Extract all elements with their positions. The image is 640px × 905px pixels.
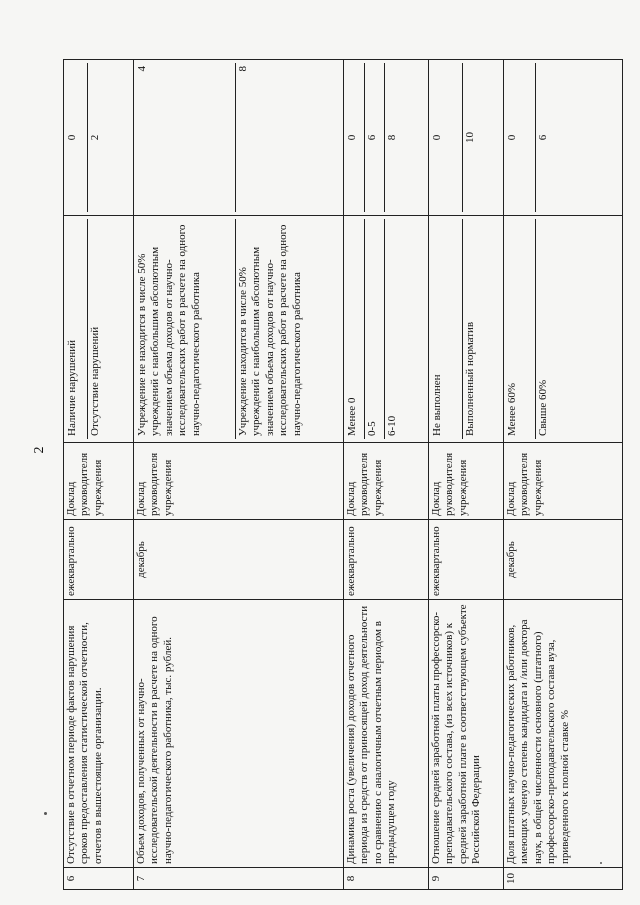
condition-item: Учреждение находится в числе 50% учреждений с наибольшим абсолютным значением объема доходов от научно-исследовательских работ в расчете на одного научно-педагогического работника [237, 224, 303, 436]
indicator-cell: Динамика роста (увеличения) доходов отчетного периода из средств от приносящей доход деятельности по сравнению с аналогичным отчетным периодом в предыдущем году [344, 600, 429, 868]
conditions-cell [504, 216, 623, 443]
condition-item: Отсутствие нарушений [89, 326, 101, 436]
condition-item: Учреждение не находится в числе 50% учреждений с наибольшим абсолютным значением объема доходов от научно-исследовательских работ в расчете на одного научно-педагогического работника [135, 219, 236, 439]
score-item: 10 [464, 132, 476, 143]
source-cell: Доклад руководителя учреждения [344, 443, 429, 520]
conditions-cell [134, 216, 344, 443]
period-cell: декабрь [134, 520, 344, 600]
scores-cell [134, 60, 344, 216]
conditions-cell [344, 216, 429, 443]
period-cell: ежеквартально [344, 520, 429, 600]
condition-item: Не выполнен [430, 219, 463, 439]
score-item: 8 [386, 134, 398, 141]
rotated-table-wrapper [63, 60, 623, 890]
score-item: 4 [135, 63, 236, 212]
score-item: 0 [65, 63, 88, 212]
scores-cell [504, 60, 623, 216]
score-item: 8 [237, 66, 249, 72]
score-item: 2 [89, 134, 101, 141]
row-number: 9 [429, 868, 504, 890]
score-item: 6 [365, 63, 385, 212]
scores-cell [64, 60, 134, 216]
scan-speck [44, 812, 47, 815]
conditions-cell [429, 216, 504, 443]
condition-item: Выполненный норматив [464, 321, 476, 436]
condition-item: Наличие нарушений [65, 219, 88, 439]
condition-item: Свыше 60% [537, 379, 549, 436]
indicator-cell: Доля штатных научно-педагогических работников, имеющих ученую степень кандидата и /или доктора наук, в общей численности основного (штатного) профессорско-преподавательского состава вуза, приведенного к полной ставке % [504, 600, 623, 868]
period-cell: ежеквартально [64, 520, 134, 600]
condition-item: 6-10 [386, 415, 398, 436]
scores-cell [344, 60, 429, 216]
criteria-table [63, 59, 623, 890]
indicator-cell: Объем доходов, полученных от научно-исследовательской деятельности в расчете на одного научно-педагогического работника, тыс. рублей. [134, 600, 344, 868]
table-row [344, 60, 429, 890]
conditions-cell [64, 216, 134, 443]
table-row [64, 60, 134, 890]
score-item: 0 [430, 63, 463, 212]
scores-cell [429, 60, 504, 216]
indicator-cell: Отношение средней заработной платы профессорско-преподавательского состава, (из всех источников) к средней заработной плате в соответствующем субъекте Российской Федерации [429, 600, 504, 868]
source-cell: Доклад руководителя учреждения [504, 443, 623, 520]
period-cell: декабрь [504, 520, 623, 600]
source-cell: Доклад руководителя учреждения [64, 443, 134, 520]
table-row [504, 60, 623, 890]
condition-item: Менее 60% [505, 219, 536, 439]
indicator-cell: Отсутствие в отчетном периоде фактов нарушения сроков предоставления статистической отчетности, отчетов в вышестоящие организации. [64, 600, 134, 868]
source-cell: Доклад руководителя учреждения [429, 443, 504, 520]
score-item: 6 [537, 134, 549, 141]
page-number: 2 [32, 446, 47, 454]
row-number: 7 [134, 868, 344, 890]
row-number: 6 [64, 868, 134, 890]
condition-item: 0-5 [365, 219, 385, 439]
condition-item: Менее 0 [345, 219, 365, 439]
period-cell: ежеквартально [429, 520, 504, 600]
row-number: 8 [344, 868, 429, 890]
score-item: 0 [345, 63, 365, 212]
row-number: 10 [504, 868, 623, 890]
score-item: 0 [505, 63, 536, 212]
table-row [134, 60, 344, 890]
table-row [429, 60, 504, 890]
source-cell: Доклад руководителя учреждения [134, 443, 344, 520]
